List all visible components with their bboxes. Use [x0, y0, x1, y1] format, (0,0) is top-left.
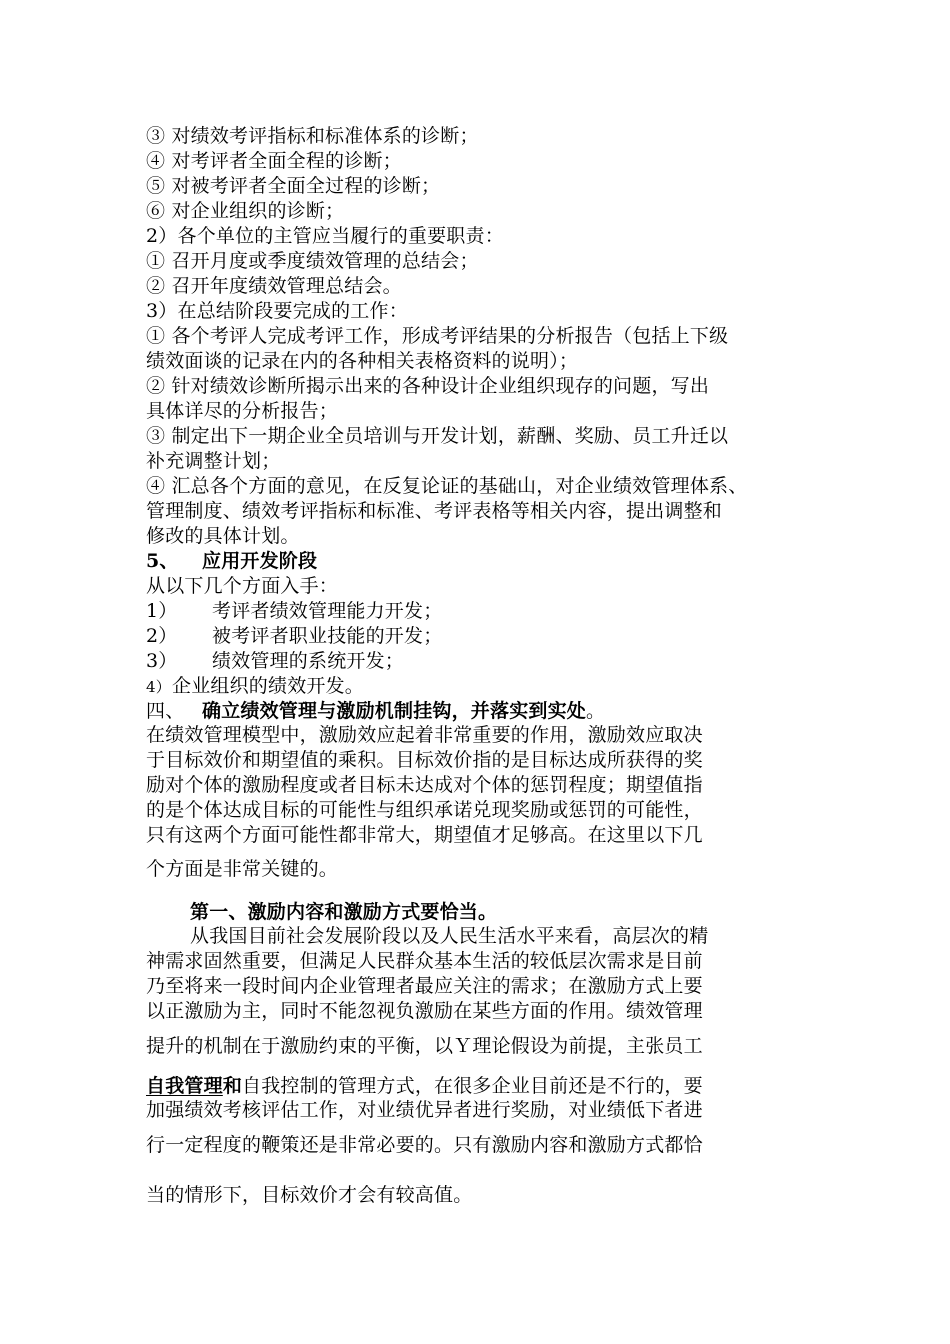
paragraph-line: 乃至将来一段时间内企业管理者最应关注的需求；在激励方式上要 [146, 975, 703, 997]
text-line: 补充调整计划； [146, 450, 281, 472]
text-line: ② 针对绩效诊断所揭示出来的各种设计企业组织现存的问题，写出 [146, 375, 710, 397]
paragraph-line: 于目标效价和期望值的乘积。目标效价指的是目标达成所获得的奖 [146, 749, 703, 771]
text-line: ② 召开年度绩效管理总结会。 [146, 275, 402, 297]
paragraph-line: 加强绩效考核评估工作，对业绩优异者进行奖励，对业绩低下者进 [146, 1099, 703, 1121]
list-number: 4） [146, 678, 171, 696]
paragraph-line: 提升的机制在于激励约束的平衡，以Ｙ理论假设为前提，主张员工 [146, 1035, 703, 1057]
section-number: 四、 [146, 700, 185, 722]
first-point-heading: 第一、激励内容和激励方式要恰当。 [190, 901, 498, 923]
text-line: ⑤ 对被考评者全面全过程的诊断； [146, 175, 441, 197]
self-management-link[interactable]: 自我管理 [146, 1075, 223, 1097]
section-number: 5、 [146, 550, 179, 572]
list-number: 1） [146, 600, 178, 622]
text-line: ④ 对考评者全面全程的诊断； [146, 150, 402, 172]
text-line: ① 各个考评人完成考评工作，形成考评结果的分析报告（包括上下级 [146, 325, 729, 347]
section-title: 确立绩效管理与激励机制挂钩，并落实到实处 [202, 700, 587, 722]
line-text: 自我控制的管理方式，在很多企业目前还是不行的，要 [242, 1075, 703, 1097]
list-text: 企业组织的绩效开发。 [172, 675, 365, 697]
text-line: ⑥ 对企业组织的诊断； [146, 200, 345, 222]
list-item [146, 674, 364, 699]
section-4-heading [146, 699, 605, 723]
paragraph-line: 以正激励为主，同时不能忽视负激励在某些方面的作用。绩效管理 [146, 1000, 703, 1022]
paragraph-line: 只有这两个方面可能性都非常大，期望值才足够高。在这里以下几 [146, 824, 703, 846]
paragraph-line: 的是个体达成目标的可能性与组织承诺兑现奖励或惩罚的可能性， [146, 799, 703, 821]
list-text: 绩效管理的系统开发； [212, 650, 405, 672]
list-item [146, 649, 404, 673]
text-line: ③ 制定出下一期企业全员培训与开发计划，薪酬、奖励、员工升迁以 [146, 425, 729, 447]
section-title: 应用开发阶段 [202, 550, 318, 572]
bold-text: 和 [222, 1075, 243, 1097]
section-title-end: 。 [586, 700, 606, 722]
text-line: 修改的具体计划。 [146, 525, 300, 547]
list-text: 被考评者职业技能的开发； [212, 625, 443, 647]
paragraph-line: 励对个体的激励程度或者目标未达成对个体的惩罚程度；期望值指 [146, 774, 703, 796]
list-text: 考评者绩效管理能力开发； [212, 600, 443, 622]
paragraph-line: 从我国目前社会发展阶段以及人民生活水平来看，高层次的精 [190, 925, 709, 947]
list-number: 3） [146, 650, 178, 672]
paragraph-line [146, 1074, 703, 1098]
paragraph-line: 神需求固然重要，但满足人民群众基本生活的较低层次需求是目前 [146, 950, 703, 972]
text-line: 2）各个单位的主管应当履行的重要职责： [146, 225, 504, 247]
text-line: ③ 对绩效考评指标和标准体系的诊断； [146, 125, 479, 147]
text-line: ① 召开月度或季度绩效管理的总结会； [146, 250, 479, 272]
paragraph-line: 在绩效管理模型中，激励效应起着非常重要的作用，激励效应取决 [146, 724, 703, 746]
list-item [146, 599, 442, 623]
paragraph-line: 行一定程度的鞭策还是非常必要的。只有激励内容和激励方式都恰 [146, 1134, 703, 1156]
list-item [146, 624, 442, 648]
section-5-intro: 从以下几个方面入手： [146, 575, 339, 597]
text-line: 管理制度、绩效考评指标和标准、考评表格等相关内容，提出调整和 [146, 500, 723, 522]
text-line: ④ 汇总各个方面的意见，在反复论证的基础山，对企业绩效管理体系、 [146, 475, 748, 497]
section-5-heading [146, 549, 317, 573]
text-line: 绩效面谈的记录在内的各种相关表格资料的说明）； [146, 350, 579, 372]
paragraph-line: 当的情形下，目标效价才会有较高值。 [146, 1184, 473, 1206]
paragraph-line: 个方面是非常关键的。 [146, 858, 339, 880]
text-line: 3）在总结阶段要完成的工作： [146, 300, 408, 322]
text-line: 具体详尽的分析报告； [146, 400, 339, 422]
list-number: 2） [146, 625, 178, 647]
